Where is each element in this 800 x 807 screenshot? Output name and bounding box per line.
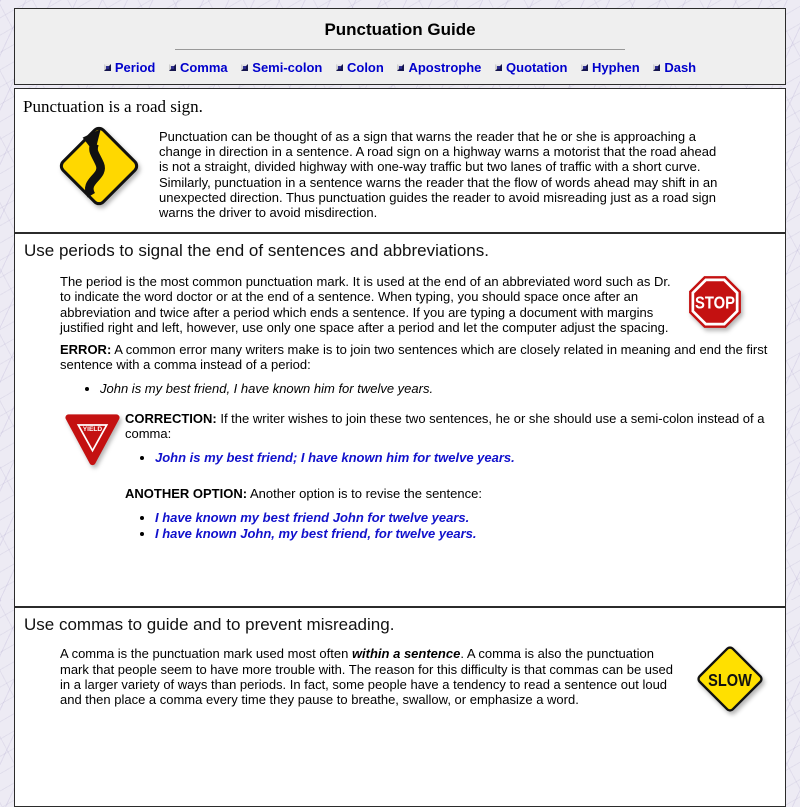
nav-link-label: Semi-colon bbox=[252, 60, 323, 75]
header-divider bbox=[175, 49, 625, 50]
nav-link-colon[interactable] bbox=[336, 60, 384, 75]
nav-link-label: Quotation bbox=[506, 60, 568, 75]
section-periods bbox=[14, 233, 786, 607]
nav bbox=[25, 59, 775, 75]
error-example-item: • John is my best friend, I have known him for twelve years. bbox=[100, 381, 777, 397]
nav-link-apostrophe[interactable] bbox=[397, 60, 481, 75]
square-bullet-icon bbox=[397, 64, 404, 71]
square-bullet-icon bbox=[241, 64, 248, 71]
nav-link-label: Comma bbox=[179, 60, 228, 75]
correction-example-item: • John is my best friend; I have known him for twelve years. bbox=[155, 450, 777, 466]
header bbox=[14, 8, 786, 85]
revision-list bbox=[137, 510, 777, 541]
error-example-list bbox=[82, 381, 777, 397]
another-option-label: ANOTHER OPTION: bbox=[125, 486, 248, 502]
nav-link-label: Period bbox=[114, 60, 156, 75]
section-heading-commas: Use commas to guide and to prevent misreading. bbox=[24, 615, 395, 635]
nav-link-label: Dash bbox=[664, 60, 697, 75]
square-bullet-icon bbox=[581, 64, 588, 71]
nav-link-period[interactable] bbox=[104, 60, 155, 75]
yield-sign-label: YIELD bbox=[82, 426, 103, 434]
section-commas bbox=[14, 607, 786, 807]
revision-item: • I have known John, my best friend, for twelve years. bbox=[155, 526, 777, 542]
square-bullet-icon bbox=[336, 64, 343, 71]
road-sign-paragraph: Punctuation can be thought of as a sign that warns the reader that he or she is approaching a change in direction in a sentence. A road sign on a highway warns a motorist that the road ahead is not a straight, divided highway with one-way traffic but two lanes of traffic with a short curve. Similarly, punctuation in a sentence warns the reader that the flow of words ahead may shift in an unexpected direction. Thus punctuation guides the reader to avoid misreading just as a road sign warns the driver to avoid misdirection. bbox=[159, 129, 718, 221]
correction-text: If the writer wishes to join these two sentences, he or she should use a semi-colon instead of a comma: bbox=[125, 411, 765, 442]
section-road-sign bbox=[14, 88, 786, 233]
another-option-paragraph bbox=[125, 486, 777, 501]
correction-label: CORRECTION: bbox=[125, 411, 217, 427]
square-bullet-icon bbox=[653, 64, 660, 71]
correction-paragraph bbox=[125, 411, 777, 441]
stop-sign-label: STOP bbox=[695, 292, 736, 313]
correction-example-list bbox=[137, 450, 777, 466]
error-text: A common error many writers make is to join two sentences which are closely related in meaning and end the first sentence with a comma instead of a period: bbox=[60, 342, 768, 373]
nav-link-label: Hyphen bbox=[592, 60, 640, 75]
page-title: Punctuation Guide bbox=[324, 20, 476, 39]
nav-link-comma[interactable] bbox=[169, 60, 228, 75]
square-bullet-icon bbox=[169, 64, 176, 71]
section-heading-road-sign: Punctuation is a road sign. bbox=[23, 97, 203, 116]
curve-warning-sign-icon bbox=[55, 123, 143, 209]
commas-text-emphasis: within a sentence bbox=[351, 646, 461, 662]
another-option-text: Another option is to revise the sentence: bbox=[249, 486, 482, 502]
nav-link-hyphen[interactable] bbox=[581, 60, 640, 75]
nav-link-label: Apostrophe bbox=[408, 60, 482, 75]
section-heading-periods: Use periods to signal the end of sentences and abbreviations. bbox=[24, 241, 489, 261]
error-label: ERROR: bbox=[60, 342, 112, 358]
stop-sign-icon bbox=[687, 275, 743, 329]
nav-link-quotation[interactable] bbox=[495, 60, 567, 75]
slow-sign-icon bbox=[691, 640, 769, 718]
square-bullet-icon bbox=[104, 64, 111, 71]
nav-link-semi-colon[interactable] bbox=[241, 60, 322, 75]
yield-sign-icon bbox=[64, 411, 121, 468]
commas-text-prefix: A comma is the punctuation mark used most often bbox=[60, 646, 352, 662]
nav-link-label: Colon bbox=[346, 60, 384, 75]
revision-item: • I have known my best friend John for twelve years. bbox=[155, 510, 777, 526]
slow-sign-label: SLOW bbox=[708, 670, 752, 691]
square-bullet-icon bbox=[495, 64, 502, 71]
nav-link-dash[interactable] bbox=[653, 60, 696, 75]
error-paragraph bbox=[60, 342, 777, 372]
commas-paragraph bbox=[60, 646, 679, 707]
commas-text-suffix: . A comma is also the punctuation mark that people seem to have more trouble with. The reason for this difficulty is that commas can be used in a larger variety of ways than periods. In fact, some people have a tendency to read a sentence out loud and then place a comma every time they pause to breathe, swallow, or emphasize a word. bbox=[60, 646, 673, 708]
periods-intro-paragraph: The period is the most common punctuation mark. It is used at the end of an abbreviated word such as Dr. to indicate the word doctor or at the end of a sentence. When typing, you should space once after an abbreviation and twice after a period which ends a sentence. If you are typing a document with margins justified right and left, however, use only one space after a period and let the computer adjust the spacing. bbox=[60, 274, 671, 335]
